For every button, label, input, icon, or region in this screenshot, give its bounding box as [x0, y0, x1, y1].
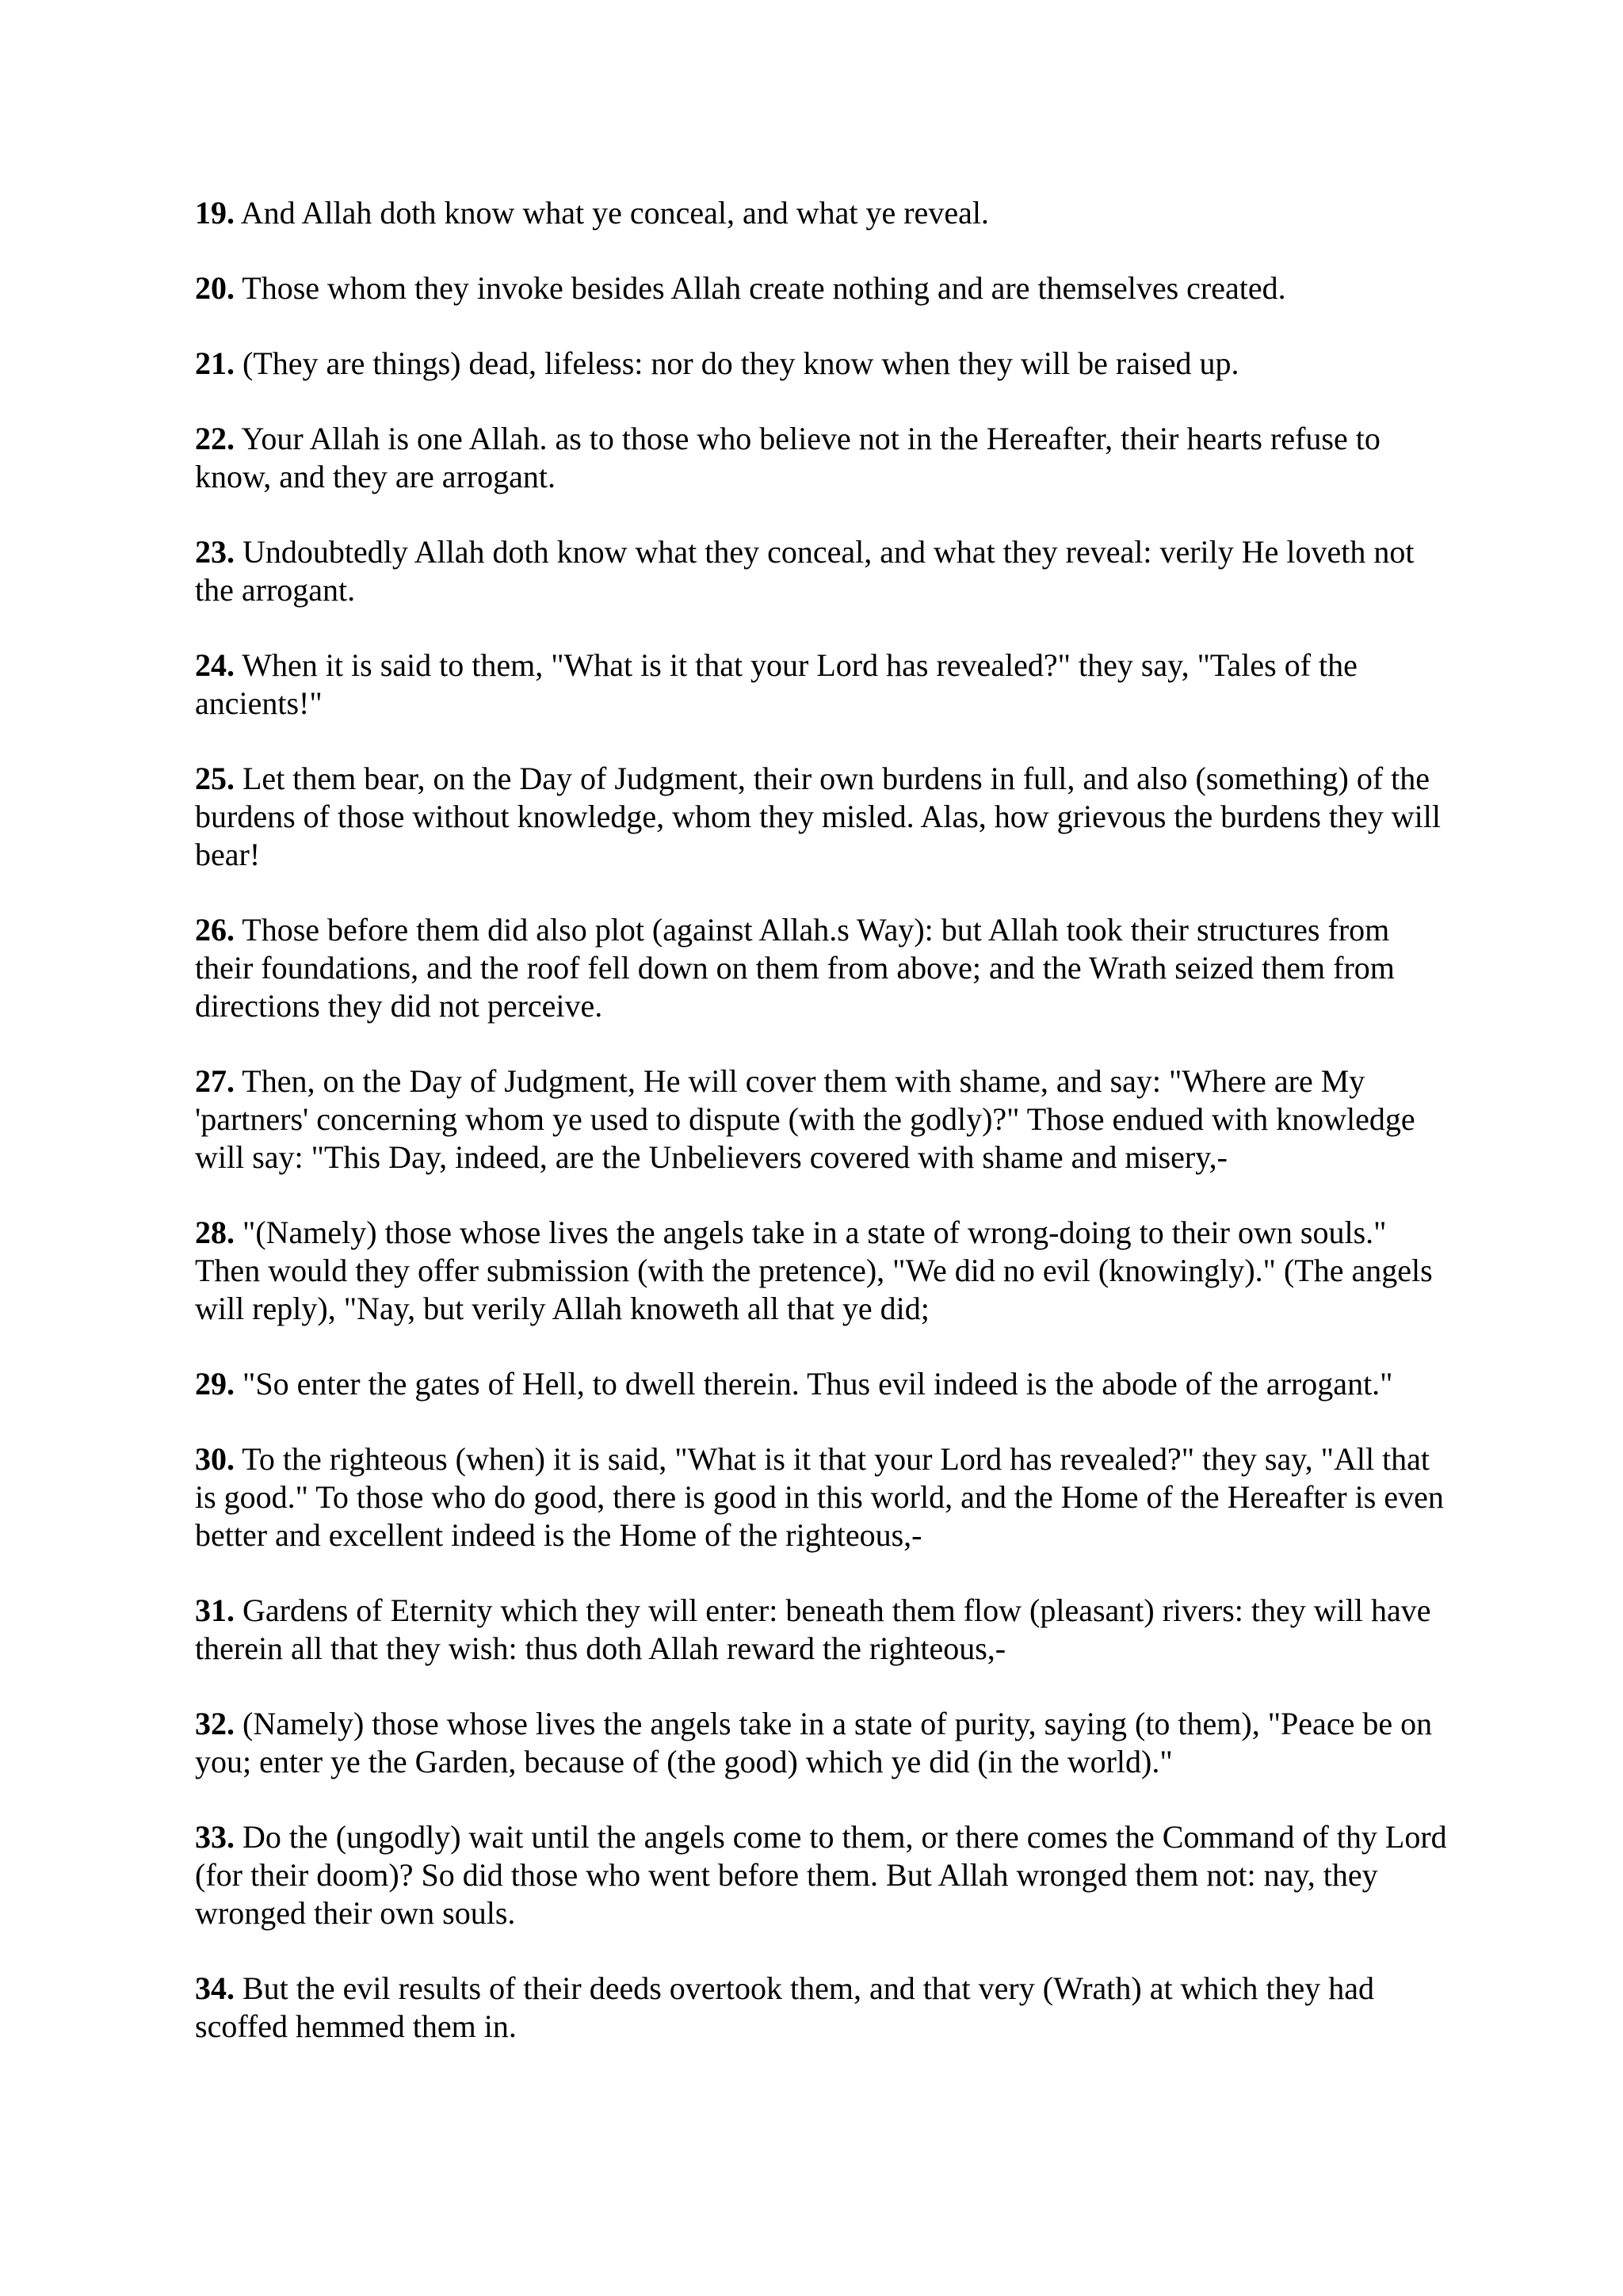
verse-text: Gardens of Eternity which they will enter: beneath them flow (pleasant) rivers: they will have therein all that they wish: thus doth Allah reward the righteous,-: [195, 1592, 1431, 1666]
verse-text: When it is said to them, "What is it that your Lord has revealed?" they say, "Tales of the ancients!": [195, 647, 1358, 721]
verse-text: "(Namely) those whose lives the angels take in a state of wrong-doing to their own souls." Then would they offer submission (with the pretence), "We did no evil (knowingly)." (The angels will reply), "Nay, but verily Allah knoweth all that ye did;: [195, 1215, 1433, 1326]
verse-paragraph: [195, 533, 1447, 609]
verse-text: To the righteous (when) it is said, "What is it that your Lord has revealed?" they say, "All that is good." To those who do good, there is good in this world, and the Home of the Hereafter is even better and excellent indeed is the Home of the righteous,-: [195, 1441, 1444, 1553]
verse-paragraph: [195, 345, 1447, 383]
verse-paragraph: [195, 1818, 1447, 1932]
verse-paragraph: [195, 269, 1447, 307]
verse-number: 25.: [195, 761, 235, 796]
verse-number: 22.: [195, 421, 235, 456]
verse-number: 23.: [195, 534, 235, 570]
verse-paragraph: [195, 420, 1447, 496]
verse-number: 21.: [195, 345, 235, 381]
verse-number: 28.: [195, 1215, 235, 1250]
verse-text: Your Allah is one Allah. as to those who believe not in the Hereafter, their hearts refuse to know, and they are arrogant.: [195, 421, 1381, 494]
verse-number: 27.: [195, 1063, 235, 1099]
verse-paragraph: [195, 194, 1447, 232]
verse-paragraph: [195, 1062, 1447, 1177]
verse-number: 34.: [195, 1970, 235, 2006]
verse-number: 20.: [195, 270, 235, 306]
verse-paragraph: [195, 1365, 1447, 1403]
verse-number: 19.: [195, 195, 235, 231]
verse-number: 33.: [195, 1819, 235, 1855]
verse-text: "So enter the gates of Hell, to dwell therein. Thus evil indeed is the abode of the arrogant.": [235, 1366, 1393, 1402]
verse-text: Those whom they invoke besides Allah create nothing and are themselves created.: [235, 270, 1286, 306]
verse-list: [195, 194, 1447, 2083]
verse-paragraph: [195, 911, 1447, 1025]
verse-number: 26.: [195, 912, 235, 948]
verse-paragraph: [195, 1440, 1447, 1554]
verse-number: 31.: [195, 1592, 235, 1628]
verse-paragraph: [195, 1705, 1447, 1781]
verse-paragraph: [195, 1970, 1447, 2046]
verse-text: Those before them did also plot (against Allah.s Way): but Allah took their structures from their foundations, and the roof fell down on them from above; and the Wrath seized them from directions they did not perceive.: [195, 912, 1395, 1024]
verse-paragraph: [195, 646, 1447, 723]
verse-paragraph: [195, 760, 1447, 874]
verse-text: Undoubtedly Allah doth know what they conceal, and what they reveal: verily He loveth not the arrogant.: [195, 534, 1415, 608]
verse-text: Let them bear, on the Day of Judgment, their own burdens in full, and also (something) of the burdens of those without knowledge, whom they misled. Alas, how grievous the burdens they will bear!: [195, 761, 1442, 872]
verse-number: 30.: [195, 1441, 235, 1477]
verse-paragraph: [195, 1214, 1447, 1328]
verse-number: 32.: [195, 1706, 235, 1741]
verse-text: (Namely) those whose lives the angels take in a state of purity, saying (to them), "Peace be on you; enter ye the Garden, because of (the good) which ye did (in the world).": [195, 1706, 1433, 1779]
verse-text: Then, on the Day of Judgment, He will cover them with shame, and say: "Where are My 'partners' concerning whom ye used to dispute (with the godly)?" Those endued with knowledge will say: "This Day, indeed, are the Unbelievers covered with shame and misery,-: [195, 1063, 1415, 1175]
verse-text: Do the (ungodly) wait until the angels come to them, or there comes the Command of thy Lord (for their doom)? So did those who went before them. But Allah wronged them not: nay, they wronged their own souls.: [195, 1819, 1447, 1931]
verse-text: But the evil results of their deeds overtook them, and that very (Wrath) at which they had scoffed hemmed them in.: [195, 1970, 1374, 2044]
verse-number: 24.: [195, 647, 235, 683]
verse-text: (They are things) dead, lifeless: nor do they know when they will be raised up.: [235, 345, 1239, 381]
verse-number: 29.: [195, 1366, 235, 1402]
verse-paragraph: [195, 1592, 1447, 1668]
verse-text: And Allah doth know what ye conceal, and what ye reveal.: [235, 195, 989, 231]
